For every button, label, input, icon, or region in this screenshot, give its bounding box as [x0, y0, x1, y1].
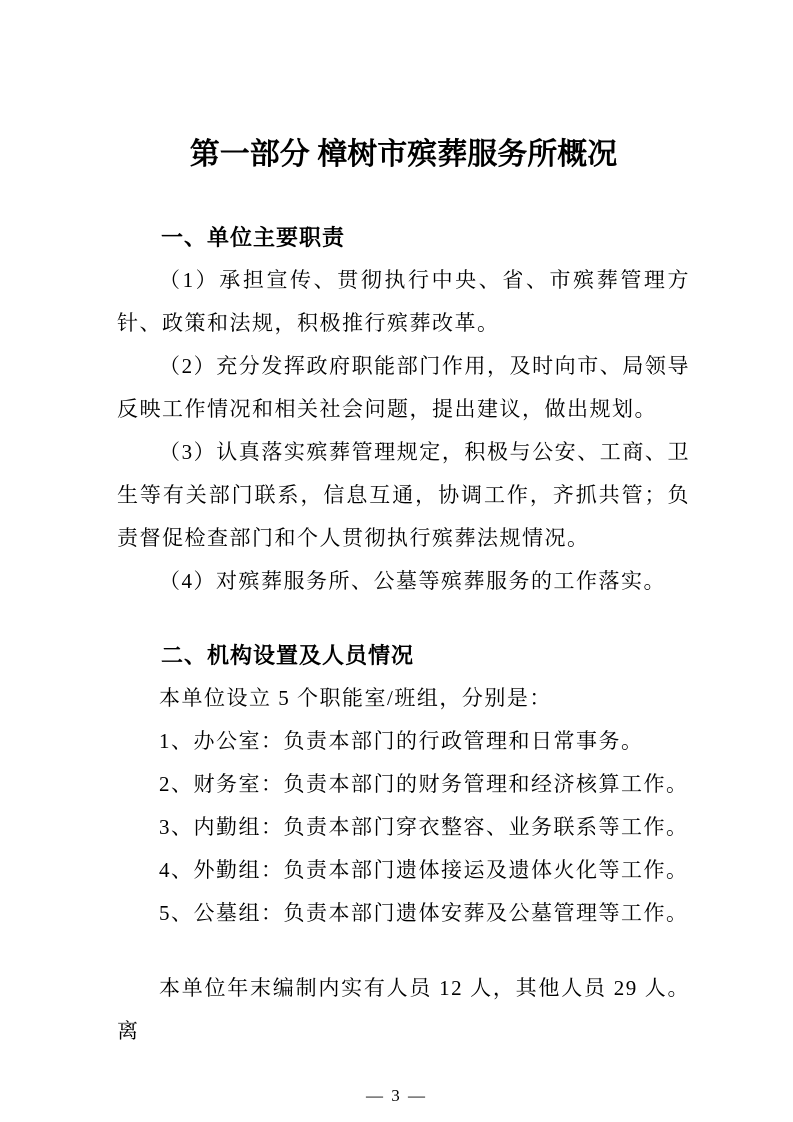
- document-title: 第一部分 樟树市殡葬服务所概况: [189, 138, 618, 171]
- org-unit-item-cemetery: 5、公墓组：负责本部门遗体安葬及公墓管理等工作。: [159, 901, 689, 925]
- org-unit-item-internal: 3、内勤组：负责本部门穿衣整容、业务联系等工作。: [159, 815, 689, 839]
- section-1-paragraph-2: （2）充分发挥政府职能部门作用，及时向市、局领导反映工作情况和相关社会问题，提出建议，做出规划。: [117, 354, 690, 421]
- page-footer: [0, 1083, 793, 1109]
- section-1-heading: 一、单位主要职责: [161, 225, 346, 250]
- org-unit-item-field: 4、外勤组：负责本部门遗体接运及遗体火化等工作。: [159, 858, 689, 882]
- section-2-intro: 本单位设立 5 个职能室/班组，分别是：: [159, 686, 552, 710]
- section-1-paragraph-3: （3）认真落实殡葬管理规定，积极与公安、工商、卫生等有关部门联系，信息互通，协调工作，齐抓共管；负责督促检查部门和个人贯彻执行殡葬法规情况。: [117, 440, 690, 550]
- section-2-closing-paragraph: 本单位年末编制内实有人员 12 人，其他人员 29 人。离: [117, 976, 690, 1043]
- org-unit-item-office: 1、办公室：负责本部门的行政管理和日常事务。: [159, 729, 644, 753]
- section-1-paragraph-4: （4）对殡葬服务所、公墓等殡葬服务的工作落实。: [159, 569, 666, 593]
- org-unit-list: [0, 720, 793, 935]
- section-1-paragraph-1: （1）承担宣传、贯彻执行中央、省、市殡葬管理方针、政策和法规，积极推行殡葬改革。: [117, 268, 690, 335]
- page-number: — 3 —: [366, 1086, 427, 1105]
- org-unit-item-finance: 2、财务室：负责本部门的财务管理和经济核算工作。: [159, 772, 689, 796]
- section-2-heading: 二、机构设置及人员情况: [161, 643, 415, 668]
